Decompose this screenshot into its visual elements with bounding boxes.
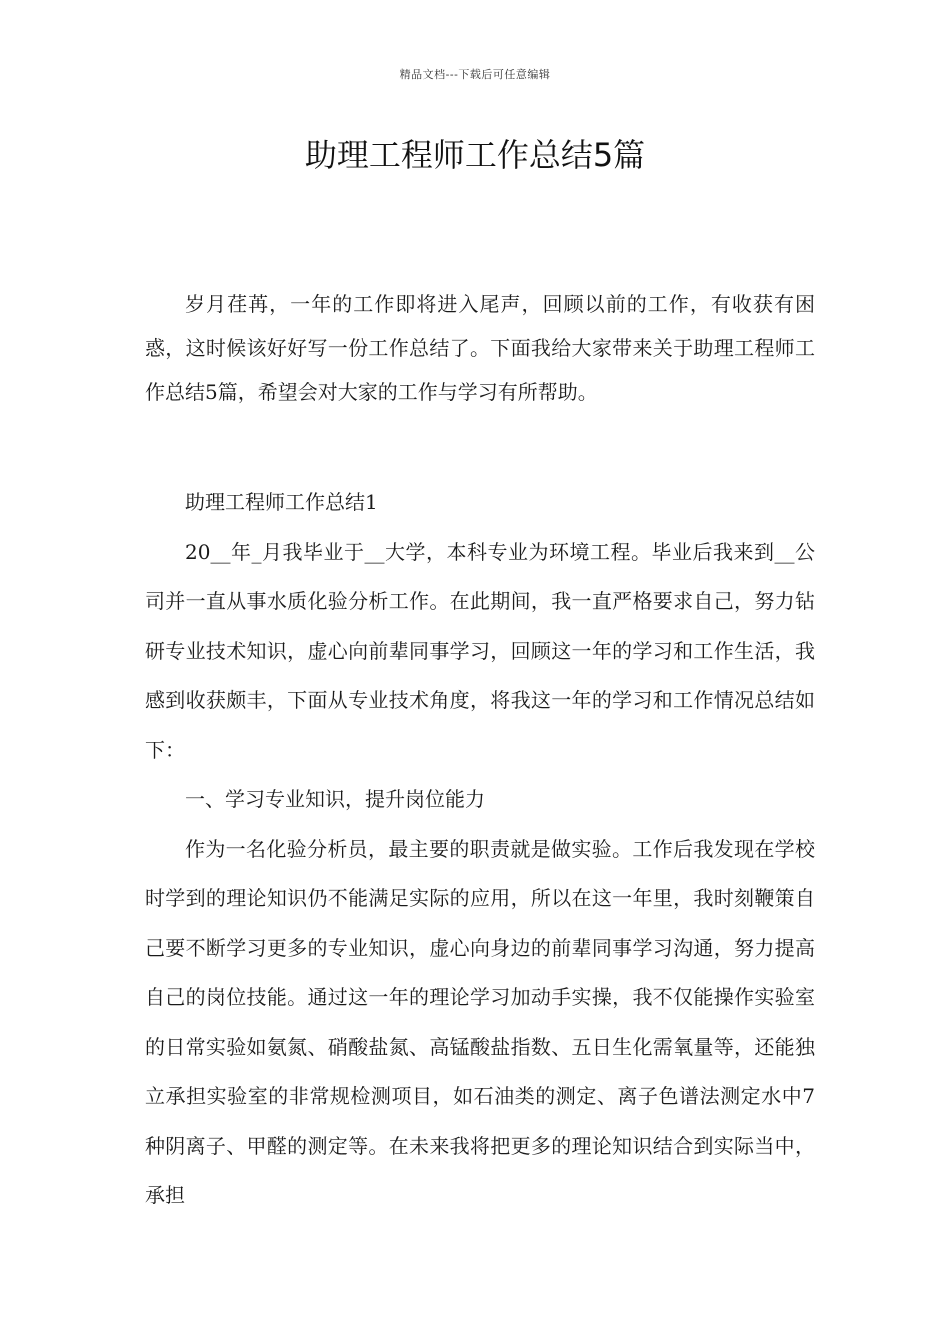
- subsection-heading: 一、学习专业知识，提升岗位能力: [185, 787, 485, 811]
- document-title: 助理工程师工作总结5篇: [304, 136, 646, 174]
- intro-section: [145, 282, 815, 414]
- body-paragraph: 作为一名化验分析员，最主要的职责就是做实验。工作后我发现在学校时学到的理论知识仍不能满足实际的应用，所以在这一年里，我时刻鞭策自己要不断学习更多的专业知识，虚心向身边的前辈同事学习沟通，努力提高自己的岗位技能。通过这一年的理论学习加动手实操，我不仅能操作实验室的日常实验如氨氮、硝酸盐氮、高锰酸盐指数、五日生化需氧量等，还能独立承担实验室的非常规检测项目，如石油类的测定、离子色谱法测定水中7种阴离子、甲醛的测定等。在未来我将把更多的理论知识结合到实际当中，承担: [145, 836, 815, 1207]
- intro-paragraph: 岁月荏苒，一年的工作即将进入尾声，回顾以前的工作，有收获有困惑，这时候该好好写一份工作总结了。下面我给大家带来关于助理工程师工作总结5篇，希望会对大家的工作与学习有所帮助。: [145, 292, 815, 404]
- body-paragraph: 20__年_月我毕业于__大学，本科专业为环境工程。毕业后我来到__公司并一直从事水质化验分析工作。在此期间，我一直严格要求自己，努力钻研专业技术知识，虚心向前辈同事学习，回顾这一年的学习和工作生活，我感到收获颇丰，下面从专业技术角度，将我这一年的学习和工作情况总结如下：: [145, 539, 815, 762]
- header-note: 精品文档---下载后可任意编辑: [399, 68, 551, 81]
- section-heading: 助理工程师工作总结1: [185, 490, 378, 514]
- section-1: [145, 478, 815, 1221]
